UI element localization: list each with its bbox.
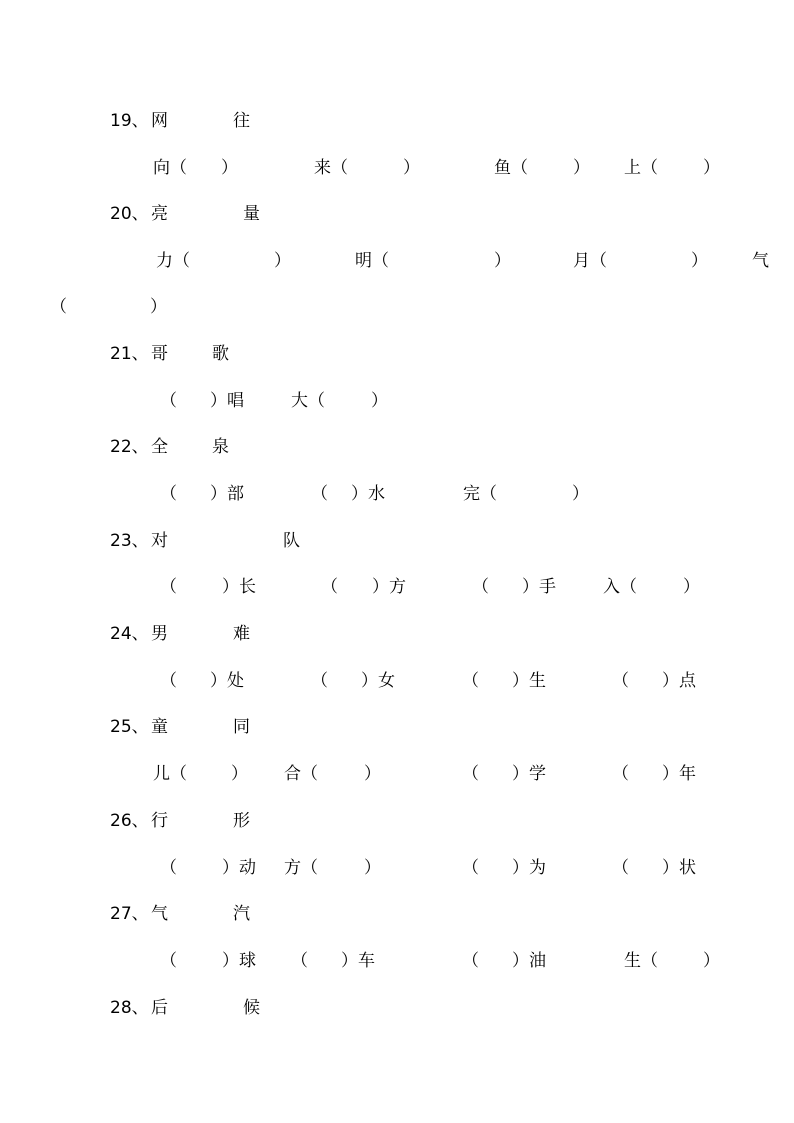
blank-close: ） [364,858,381,878]
blank-open: （ [462,671,479,691]
blank-close-word: ）状 [662,858,696,878]
item-27-title [0,899,794,929]
char-1: 童 [151,717,168,737]
blank-open: 来（ [314,158,348,178]
item-20-title [0,199,794,229]
blank-open: （ [160,391,177,411]
blank-close: ） [703,951,720,971]
blank-close-word: ）处 [210,671,244,691]
char-1: 对 [151,531,168,551]
item-19-answers [0,153,794,183]
item-number: 23、 [110,531,149,551]
item-28-title [0,993,794,1023]
blank-close: ） [691,251,708,271]
item-23-answers [0,572,794,602]
blank-close: ） [703,158,720,178]
blank-close-word: ）为 [512,858,546,878]
blank-open: （ [472,577,489,597]
blank-close-word: ）动 [222,858,256,878]
blank-open: （ [160,671,177,691]
item-24-answers [0,666,794,696]
char-2: 同 [233,717,250,737]
blank-open: 上（ [624,158,658,178]
blank-open: （ [462,858,479,878]
item-21-title [0,339,794,369]
char-1: 后 [151,998,168,1018]
blank-close: ） [494,251,511,271]
blank-close-word: ）年 [662,764,696,784]
char-2: 队 [283,531,300,551]
blank-open: 儿（ [153,764,187,784]
item-23-title [0,526,794,556]
char-2: 往 [233,111,250,131]
blank-open: 大（ [291,391,325,411]
blank-open: 完（ [463,484,497,504]
item-number: 26、 [110,811,149,831]
blank-close-word: ）长 [222,577,256,597]
item-number: 27、 [110,904,149,924]
char-2: 泉 [212,437,229,457]
char-1: 哥 [151,344,168,364]
blank-close: ） [371,391,388,411]
char-1: 男 [151,624,168,644]
char-1: 亮 [151,204,168,224]
item-22-title [0,432,794,462]
blank-close: ） [403,158,420,178]
item-22-answers [0,479,794,509]
blank-open: （ [612,858,629,878]
blank-close-word: ）方 [372,577,406,597]
blank-open: （ [160,577,177,597]
blank-close: ） [572,484,589,504]
item-26-title [0,806,794,836]
blank-close-word: ）点 [662,671,696,691]
blank-open: 方（ [284,858,318,878]
item-number: 28、 [110,998,149,1018]
blank-open: 生（ [624,951,658,971]
item-number: 22、 [110,437,149,457]
blank-close: ） [274,251,291,271]
blank-open: 鱼（ [494,158,528,178]
item-number: 19、 [110,111,149,131]
blank-close: ） [573,158,590,178]
blank-open: （ [462,951,479,971]
char-qi: 气 [752,251,769,271]
blank-open: （ [311,671,328,691]
char-1: 行 [151,811,168,831]
item-number: 20、 [110,204,149,224]
item-20-answers-wrap [0,292,794,322]
char-2: 量 [243,204,260,224]
blank-close-word: ）油 [512,951,546,971]
char-1: 气 [151,904,168,924]
blank-open: （ [311,484,328,504]
blank-close: ） [221,158,238,178]
blank-close: ） [150,297,167,317]
blank-open: 明（ [355,251,389,271]
char-2: 难 [233,624,250,644]
char-1: 网 [151,111,168,131]
blank-open: （ [612,764,629,784]
blank-open: （ [612,671,629,691]
blank-open: （ [291,951,308,971]
blank-open: 月（ [573,251,607,271]
blank-close-word: ）手 [522,577,556,597]
blank-close-word: ）女 [361,671,395,691]
blank-close-word: ）学 [512,764,546,784]
item-20-answers [0,246,794,276]
blank-close: ） [683,577,700,597]
item-24-title [0,619,794,649]
char-2: 歌 [212,344,229,364]
blank-open: （ [321,577,338,597]
item-21-answers [0,386,794,416]
char-2: 汽 [233,904,250,924]
blank-open: 合（ [284,764,318,784]
blank-close-word: ）唱 [210,391,244,411]
item-number: 24、 [110,624,149,644]
char-2: 候 [243,998,260,1018]
blank-close-word: ）车 [341,951,375,971]
item-26-answers [0,853,794,883]
char-2: 形 [233,811,250,831]
blank-open: 入（ [603,577,637,597]
item-25-title [0,712,794,742]
blank-close: ） [231,764,248,784]
blank-open: 向（ [153,158,187,178]
blank-close-word: ）生 [512,671,546,691]
item-19-title [0,106,794,136]
char-1: 全 [151,437,168,457]
item-27-answers [0,946,794,976]
blank-open: （ [462,764,479,784]
blank-close: ） [364,764,381,784]
item-number: 25、 [110,717,149,737]
blank-open: （ [160,484,177,504]
item-25-answers [0,759,794,789]
item-number: 21、 [110,344,149,364]
blank-close-word: ）球 [222,951,256,971]
blank-open: （ [160,951,177,971]
blank-close-word: ）水 [351,484,385,504]
blank-open: 力（ [156,251,190,271]
blank-open: （ [50,297,67,317]
blank-close-word: ）部 [210,484,244,504]
blank-open: （ [160,858,177,878]
